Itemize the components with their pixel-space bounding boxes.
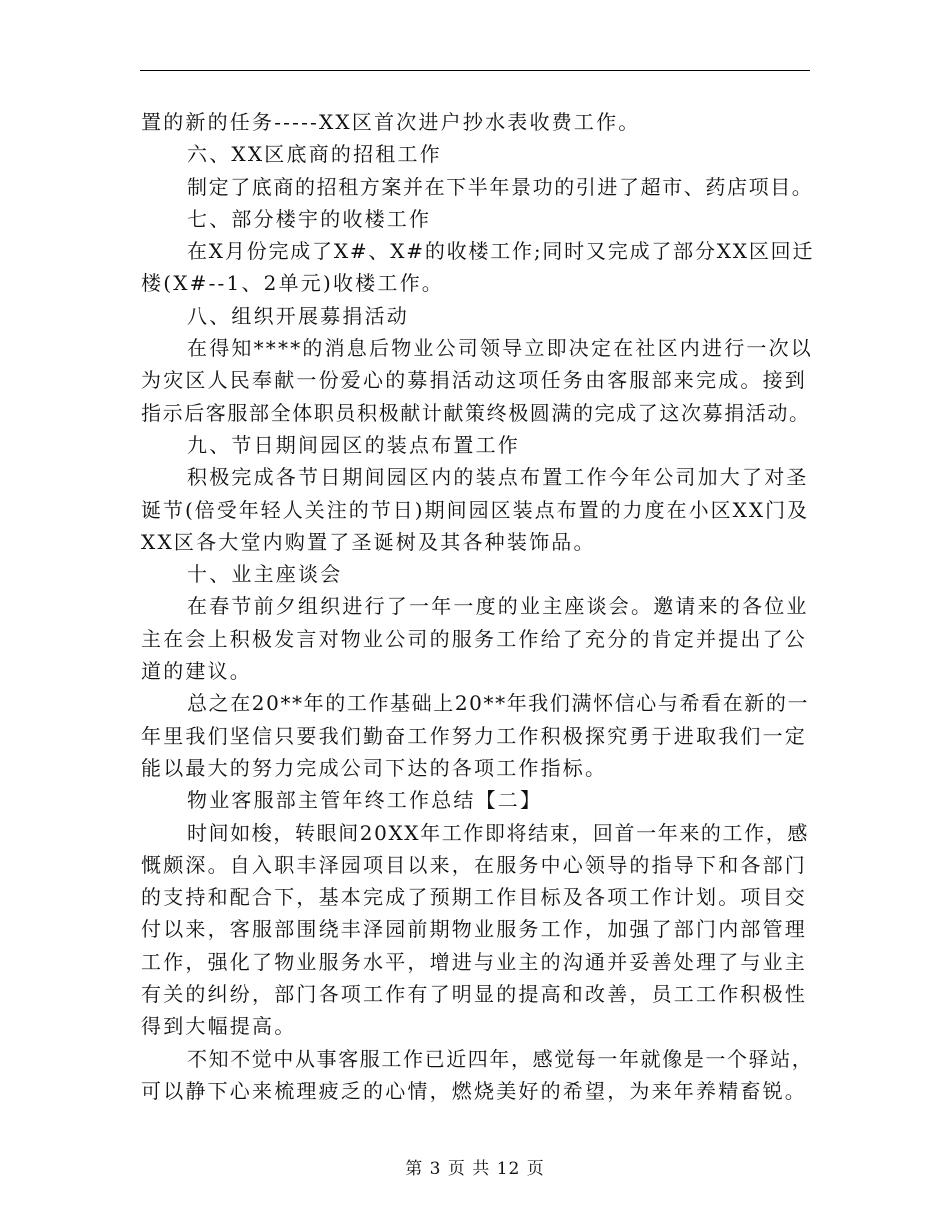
text-line: 指示后客服部全体职员积极献计献策终极圆满的完成了这次募捐活动。	[141, 400, 811, 425]
text-line: 时间如梭，转眼间20XX年工作即将结束，回首一年来的工作，感	[187, 820, 809, 845]
text-line: 置的新的任务-----XX区首次进户抄水表收费工作。	[141, 110, 641, 134]
footer-suffix: 页	[526, 1159, 545, 1179]
footer-prefix: 第	[405, 1159, 424, 1179]
header-rule	[140, 70, 810, 71]
document-body	[141, 106, 813, 1107]
text-line: 得到大幅提高。	[141, 1014, 297, 1039]
page-footer	[0, 1154, 950, 1179]
text-line: 有关的纠纷，部门各项工作有了明显的提高和改善，员工工作积极性	[141, 982, 807, 1007]
text-line: 慨颇深。自入职丰泽园项目以来，在服务中心领导的指导下和各部门	[141, 852, 807, 877]
text-line: 九、节日期间园区的装点布置工作	[187, 432, 520, 457]
text-line: 为灾区人民奉献一份爱心的募捐活动这项任务由客服部来完成。接到	[141, 368, 807, 393]
text-line: 主在会上积极发言对物业公司的服务工作给了充分的肯定并提出了公	[141, 626, 807, 651]
text-line: 七、部分楼宇的收楼工作	[187, 206, 432, 231]
text-line: 六、XX区底商的招租工作	[187, 142, 442, 167]
footer-current-page: 3	[429, 1159, 442, 1179]
text-line: 楼(X#--1、2单元)收楼工作。	[141, 271, 444, 296]
text-line: 在春节前夕组织进行了一年一度的业主座谈会。邀请来的各位业	[187, 594, 809, 619]
text-line: 物业客服部主管年终工作总结【二】	[187, 788, 543, 813]
text-line: 能以最大的努力完成公司下达的各项工作指标。	[141, 755, 608, 780]
text-line: 道的建议。	[141, 659, 252, 684]
text-line: 制定了底商的招租方案并在下半年景功的引进了超市、药店项目。	[187, 174, 814, 199]
text-line: 年里我们坚信只要我们勤奋工作努力工作积极探究勇于进取我们一定	[141, 723, 807, 748]
text-line: 八、组织开展募捐活动	[187, 303, 409, 328]
text-line: 总之在20**年的工作基础上20**年我们满怀信心与希看在新的一	[187, 691, 810, 716]
text-line: 诞节(倍受年轻人关注的节日)期间园区装点布置的力度在小区XX门及	[141, 497, 810, 522]
text-line: XX区各大堂内购置了圣诞树及其各种装饰品。	[141, 529, 596, 554]
text-line: 的支持和配合下，基本完成了预期工作目标及各项工作计划。项目交	[141, 885, 807, 910]
text-line: 十、业主座谈会	[187, 562, 343, 587]
text-line: 在得知****的消息后物业公司领导立即决定在社区内进行一次以	[187, 336, 813, 361]
text-line: 积极完成各节日期间园区内的装点布置工作今年公司加大了对圣	[187, 465, 809, 490]
footer-total-pages: 12	[496, 1159, 521, 1179]
text-line: 工作，强化了物业服务水平，增进与业主的沟通并妥善处理了与业主	[141, 949, 807, 974]
footer-middle: 页 共	[447, 1159, 491, 1179]
text-line: 在X月份完成了X#、X#的收楼工作;同时又完成了部分XX区回迁	[187, 239, 815, 264]
text-line: 可以静下心来梳理疲乏的心情，燃烧美好的希望，为来年养精畜锐。	[141, 1078, 807, 1103]
text-line: 不知不觉中从事客服工作已近四年，感觉每一年就像是一个驿站，	[187, 1046, 814, 1071]
text-line: 付以来，客服部围绕丰泽园前期物业服务工作，加强了部门内部管理	[141, 917, 807, 942]
